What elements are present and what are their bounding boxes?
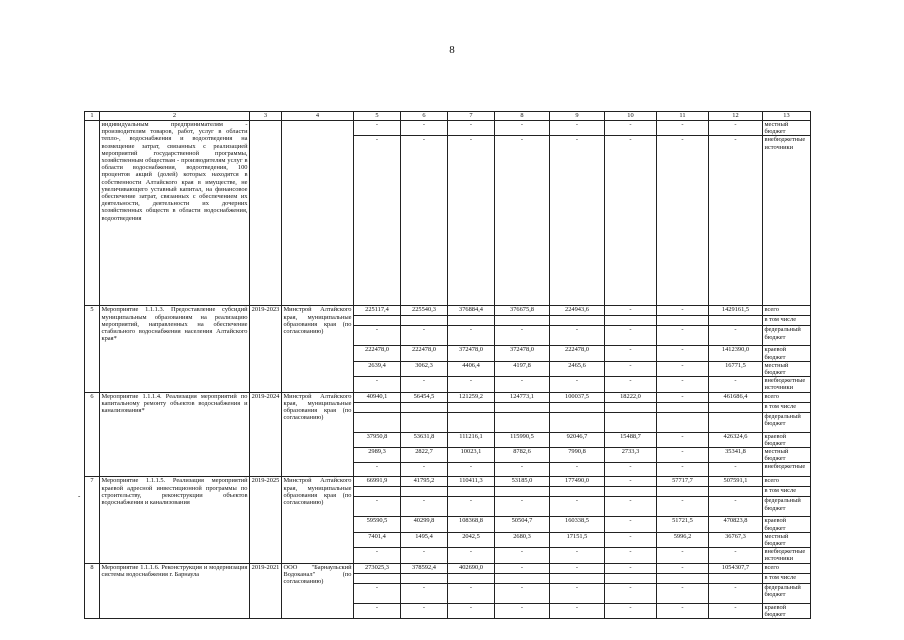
value-cell (448, 412, 495, 432)
value-cell: 224943,6 (550, 306, 605, 316)
value-cell: 376675,8 (495, 306, 550, 316)
value-cell: - (495, 326, 550, 346)
value-cell: 376884,4 (448, 306, 495, 316)
funding-source: внебюджетные источники (763, 548, 811, 563)
value-cell: - (401, 326, 448, 346)
value-cell: 177490,0 (550, 477, 605, 487)
value-cell: 40299,8 (401, 517, 448, 532)
value-cell: - (354, 603, 401, 618)
value-cell: - (657, 463, 709, 477)
value-cell: 41795,2 (401, 477, 448, 487)
value-cell: - (401, 121, 448, 136)
value-cell: - (657, 361, 709, 376)
funding-source: всего (763, 477, 811, 487)
funding-source: в том числе (763, 573, 811, 583)
value-cell: - (401, 463, 448, 477)
value-cell: - (605, 497, 657, 517)
value-cell: - (495, 377, 550, 392)
column-header-4: 4 (282, 112, 354, 121)
value-cell: 470823,8 (709, 517, 763, 532)
value-cell (657, 573, 709, 583)
value-cell (401, 487, 448, 497)
value-cell: - (605, 603, 657, 618)
column-header-2: 2 (100, 112, 250, 121)
value-cell (709, 487, 763, 497)
value-cell (495, 573, 550, 583)
value-cell: - (401, 548, 448, 563)
value-cell: - (605, 361, 657, 376)
column-header-11: 11 (657, 112, 709, 121)
column-header-10: 10 (605, 112, 657, 121)
value-cell: - (657, 432, 709, 447)
item-description: Мероприятие 1.1.1.3. Предоставление субсидий муниципальным образованиям на реализацию мероприятий, направленных на обеспечение стабильного водоснабжения населения Алтайского края* (100, 306, 250, 392)
value-cell: - (605, 377, 657, 392)
value-cell: - (709, 121, 763, 136)
funding-source: федеральный бюджет (763, 497, 811, 517)
funding-source: всего (763, 392, 811, 402)
value-cell: - (605, 136, 657, 306)
value-cell: 35341,8 (709, 448, 763, 463)
value-cell: - (657, 377, 709, 392)
value-cell: - (657, 326, 709, 346)
value-cell: 5996,2 (657, 532, 709, 547)
value-cell: - (657, 346, 709, 361)
value-cell: - (448, 136, 495, 306)
value-cell: - (605, 346, 657, 361)
value-cell: - (709, 326, 763, 346)
funding-source: внебюджетные источники (763, 377, 811, 392)
value-cell: - (448, 326, 495, 346)
value-cell: 18222,0 (605, 392, 657, 402)
value-cell (448, 573, 495, 583)
value-cell: 2042,5 (448, 532, 495, 547)
value-cell: 57717,7 (657, 477, 709, 487)
table-row (85, 392, 811, 402)
value-cell: 372478,0 (495, 346, 550, 361)
item-executor: ООО "Барнаульский Водоканал" (по согласованию) (282, 563, 354, 618)
value-cell: 110411,3 (448, 477, 495, 487)
funding-source: федеральный бюджет (763, 412, 811, 432)
value-cell (495, 487, 550, 497)
value-cell: 59590,5 (354, 517, 401, 532)
value-cell: 124773,1 (495, 392, 550, 402)
value-cell (709, 402, 763, 412)
value-cell: - (448, 121, 495, 136)
value-cell: - (657, 603, 709, 618)
value-cell: 225540,3 (401, 306, 448, 316)
value-cell: 222478,0 (550, 346, 605, 361)
value-cell: - (354, 377, 401, 392)
funding-source: местный бюджет (763, 361, 811, 376)
funding-source: внебюджетные (763, 463, 811, 477)
value-cell: 66991,9 (354, 477, 401, 487)
item-number: 7 (85, 477, 100, 563)
value-cell: 1429161,5 (709, 306, 763, 316)
value-cell (448, 487, 495, 497)
value-cell: 2680,3 (495, 532, 550, 547)
value-cell: - (605, 463, 657, 477)
value-cell: - (354, 463, 401, 477)
value-cell: 36767,3 (709, 532, 763, 547)
value-cell (495, 402, 550, 412)
value-cell (495, 412, 550, 432)
funding-source: в том числе (763, 316, 811, 326)
value-cell: 426324,6 (709, 432, 763, 447)
value-cell: - (605, 326, 657, 346)
program-table (84, 111, 811, 619)
item-number: 8 (85, 563, 100, 618)
value-cell (657, 412, 709, 432)
value-cell: - (605, 583, 657, 603)
value-cell: - (550, 121, 605, 136)
value-cell: - (550, 463, 605, 477)
value-cell: - (550, 497, 605, 517)
column-header-6: 6 (401, 112, 448, 121)
value-cell (354, 487, 401, 497)
funding-source: местный бюджет (763, 448, 811, 463)
value-cell (605, 402, 657, 412)
value-cell: 160338,5 (550, 517, 605, 532)
value-cell: - (657, 392, 709, 402)
value-cell: - (354, 326, 401, 346)
funding-source: внебюджетные источники (763, 136, 811, 306)
value-cell: - (448, 377, 495, 392)
value-cell: 461686,4 (709, 392, 763, 402)
value-cell: - (448, 603, 495, 618)
funding-source: в том числе (763, 487, 811, 497)
value-cell: 51721,5 (657, 517, 709, 532)
value-cell: 40940,1 (354, 392, 401, 402)
item-description: Мероприятие 1.1.1.4. Реализация мероприятий по капитальному ремонту объектов водоснабжения и канализования* (100, 392, 250, 477)
value-cell: 111216,1 (448, 432, 495, 447)
item-number (85, 121, 100, 306)
value-cell: - (448, 463, 495, 477)
value-cell (550, 316, 605, 326)
column-header-12: 12 (709, 112, 763, 121)
value-cell: 2465,6 (550, 361, 605, 376)
column-header-3: 3 (250, 112, 282, 121)
value-cell: - (605, 548, 657, 563)
value-cell: 222478,0 (354, 346, 401, 361)
value-cell (354, 412, 401, 432)
value-cell: - (657, 583, 709, 603)
funding-source: местный бюджет (763, 532, 811, 547)
value-cell: 8782,6 (495, 448, 550, 463)
value-cell: 10023,1 (448, 448, 495, 463)
funding-source: всего (763, 306, 811, 316)
value-cell: - (401, 603, 448, 618)
value-cell (605, 412, 657, 432)
value-cell (401, 402, 448, 412)
column-header-5: 5 (354, 112, 401, 121)
value-cell: - (605, 121, 657, 136)
value-cell: - (709, 583, 763, 603)
value-cell: - (495, 563, 550, 573)
item-number: 6 (85, 392, 100, 477)
funding-source: местный бюджет (763, 121, 811, 136)
value-cell: - (709, 603, 763, 618)
value-cell: 507591,1 (709, 477, 763, 487)
side-mark: - (78, 492, 81, 500)
item-description: Мероприятие 1.1.1.5. Реализация мероприятий краевой адресной инвестиционной программы по строительству, реконструкции объектов водоснабжения и канализования (100, 477, 250, 563)
value-cell: 100037,5 (550, 392, 605, 402)
value-cell: 7990,8 (550, 448, 605, 463)
value-cell: 121259,2 (448, 392, 495, 402)
value-cell (401, 573, 448, 583)
value-cell: 7401,4 (354, 532, 401, 547)
value-cell (709, 316, 763, 326)
column-header-13: 13 (763, 112, 811, 121)
value-cell: 115990,5 (495, 432, 550, 447)
value-cell: - (354, 497, 401, 517)
value-cell: 4197,8 (495, 361, 550, 376)
value-cell: 2733,3 (605, 448, 657, 463)
value-cell: - (657, 563, 709, 573)
value-cell: - (550, 563, 605, 573)
value-cell (495, 316, 550, 326)
item-years (250, 121, 282, 306)
value-cell: - (495, 497, 550, 517)
column-header-7: 7 (448, 112, 495, 121)
value-cell: - (709, 377, 763, 392)
item-executor (282, 121, 354, 306)
item-description: индивидуальным предпринимателям - производителям товаров, работ, услуг в области тепло-, водоснабжения и водоотведения на возмещение затрат, связанных с реализацией мероприятий государственной программы, хозяйственным обществам - производителям услуг в области водоснабжения, водоотведения, 100 процентов акций (долей) которых находятся в собственности Алтайского края в имуществе, не увеличивающего уставный капитал, на финансовое обеспечение затрат, связанных с обеспечением их деятельности, деятельности их дочерних хозяйственных обществ в области водоснабжения, водоотведения (100, 121, 250, 306)
value-cell: 53185,0 (495, 477, 550, 487)
value-cell: - (495, 121, 550, 136)
value-cell (448, 316, 495, 326)
funding-source: федеральный бюджет (763, 583, 811, 603)
item-years: 2019-2024 (250, 392, 282, 477)
value-cell: - (354, 121, 401, 136)
value-cell: 1495,4 (401, 532, 448, 547)
value-cell: 273025,3 (354, 563, 401, 573)
header-row (85, 112, 811, 121)
value-cell: 378592,4 (401, 563, 448, 573)
value-cell: - (550, 326, 605, 346)
value-cell: - (495, 603, 550, 618)
value-cell: - (657, 121, 709, 136)
item-executor: Минстрой Алтайского края, муниципальные образования края (по согласованию) (282, 477, 354, 563)
item-years: 2019-2021 (250, 563, 282, 618)
value-cell: - (401, 497, 448, 517)
item-years: 2019-2025 (250, 477, 282, 563)
item-years: 2019-2023 (250, 306, 282, 392)
value-cell (401, 316, 448, 326)
value-cell: - (550, 603, 605, 618)
value-cell: 2989,3 (354, 448, 401, 463)
value-cell: 15488,7 (605, 432, 657, 447)
value-cell: - (605, 563, 657, 573)
value-cell: 4406,4 (448, 361, 495, 376)
value-cell: - (709, 497, 763, 517)
value-cell: - (495, 136, 550, 306)
value-cell: - (354, 548, 401, 563)
value-cell (550, 402, 605, 412)
value-cell: 56454,5 (401, 392, 448, 402)
value-cell (354, 316, 401, 326)
item-executor: Минстрой Алтайского края, муниципальные образования края (по согласованию) (282, 306, 354, 392)
value-cell: 1412390,0 (709, 346, 763, 361)
value-cell: 2639,4 (354, 361, 401, 376)
funding-source: всего (763, 563, 811, 573)
item-number: 5 (85, 306, 100, 392)
value-cell (354, 573, 401, 583)
value-cell: - (709, 136, 763, 306)
value-cell (354, 402, 401, 412)
value-cell: - (448, 583, 495, 603)
value-cell: - (550, 548, 605, 563)
value-cell: - (605, 477, 657, 487)
value-cell: 17151,5 (550, 532, 605, 547)
value-cell: - (550, 377, 605, 392)
value-cell (401, 412, 448, 432)
value-cell (550, 487, 605, 497)
value-cell: - (448, 548, 495, 563)
table-row (85, 563, 811, 573)
value-cell: - (657, 497, 709, 517)
page-number: 8 (449, 44, 455, 56)
value-cell: 37950,8 (354, 432, 401, 447)
value-cell (657, 316, 709, 326)
value-cell: - (657, 548, 709, 563)
value-cell: 225117,4 (354, 306, 401, 316)
value-cell (657, 487, 709, 497)
value-cell: - (401, 136, 448, 306)
value-cell: 50504,7 (495, 517, 550, 532)
table-row (85, 121, 811, 136)
funding-source: в том числе (763, 402, 811, 412)
funding-source: краевой бюджет (763, 603, 811, 618)
value-cell (550, 573, 605, 583)
value-cell: - (605, 306, 657, 316)
funding-source: федеральный бюджет (763, 326, 811, 346)
value-cell: - (709, 548, 763, 563)
value-cell (709, 412, 763, 432)
table-row (85, 306, 811, 316)
value-cell (657, 402, 709, 412)
value-cell: - (401, 377, 448, 392)
value-cell: - (354, 583, 401, 603)
funding-source: краевой бюджет (763, 517, 811, 532)
value-cell: 222478,0 (401, 346, 448, 361)
value-cell: 402690,0 (448, 563, 495, 573)
value-cell: 53631,8 (401, 432, 448, 447)
funding-source: краевой бюджет (763, 346, 811, 361)
value-cell: - (448, 497, 495, 517)
value-cell: 2822,7 (401, 448, 448, 463)
value-cell: - (495, 583, 550, 603)
table-row (85, 477, 811, 487)
value-cell (605, 316, 657, 326)
value-cell (709, 573, 763, 583)
item-description: Мероприятие 1.1.1.6. Реконструкция и модернизация системы водоснабжения г. Барнаула (100, 563, 250, 618)
value-cell: 108368,8 (448, 517, 495, 532)
value-cell (550, 412, 605, 432)
value-cell: 3062,3 (401, 361, 448, 376)
funding-source: краевой бюджет (763, 432, 811, 447)
value-cell: - (709, 463, 763, 477)
value-cell: 92046,7 (550, 432, 605, 447)
value-cell: - (495, 548, 550, 563)
value-cell (605, 487, 657, 497)
value-cell (605, 573, 657, 583)
value-cell: - (605, 532, 657, 547)
value-cell: 372478,0 (448, 346, 495, 361)
value-cell: - (657, 448, 709, 463)
value-cell (448, 402, 495, 412)
value-cell: - (354, 136, 401, 306)
value-cell: 16771,5 (709, 361, 763, 376)
column-header-9: 9 (550, 112, 605, 121)
value-cell: - (657, 136, 709, 306)
value-cell: - (550, 583, 605, 603)
value-cell: 1054307,7 (709, 563, 763, 573)
value-cell: - (401, 583, 448, 603)
column-header-8: 8 (495, 112, 550, 121)
item-executor: Минстрой Алтайского края, муниципальные образования края (по согласованию) (282, 392, 354, 477)
value-cell: - (605, 517, 657, 532)
value-cell: - (657, 306, 709, 316)
column-header-1: 1 (85, 112, 100, 121)
value-cell: - (495, 463, 550, 477)
value-cell: - (550, 136, 605, 306)
